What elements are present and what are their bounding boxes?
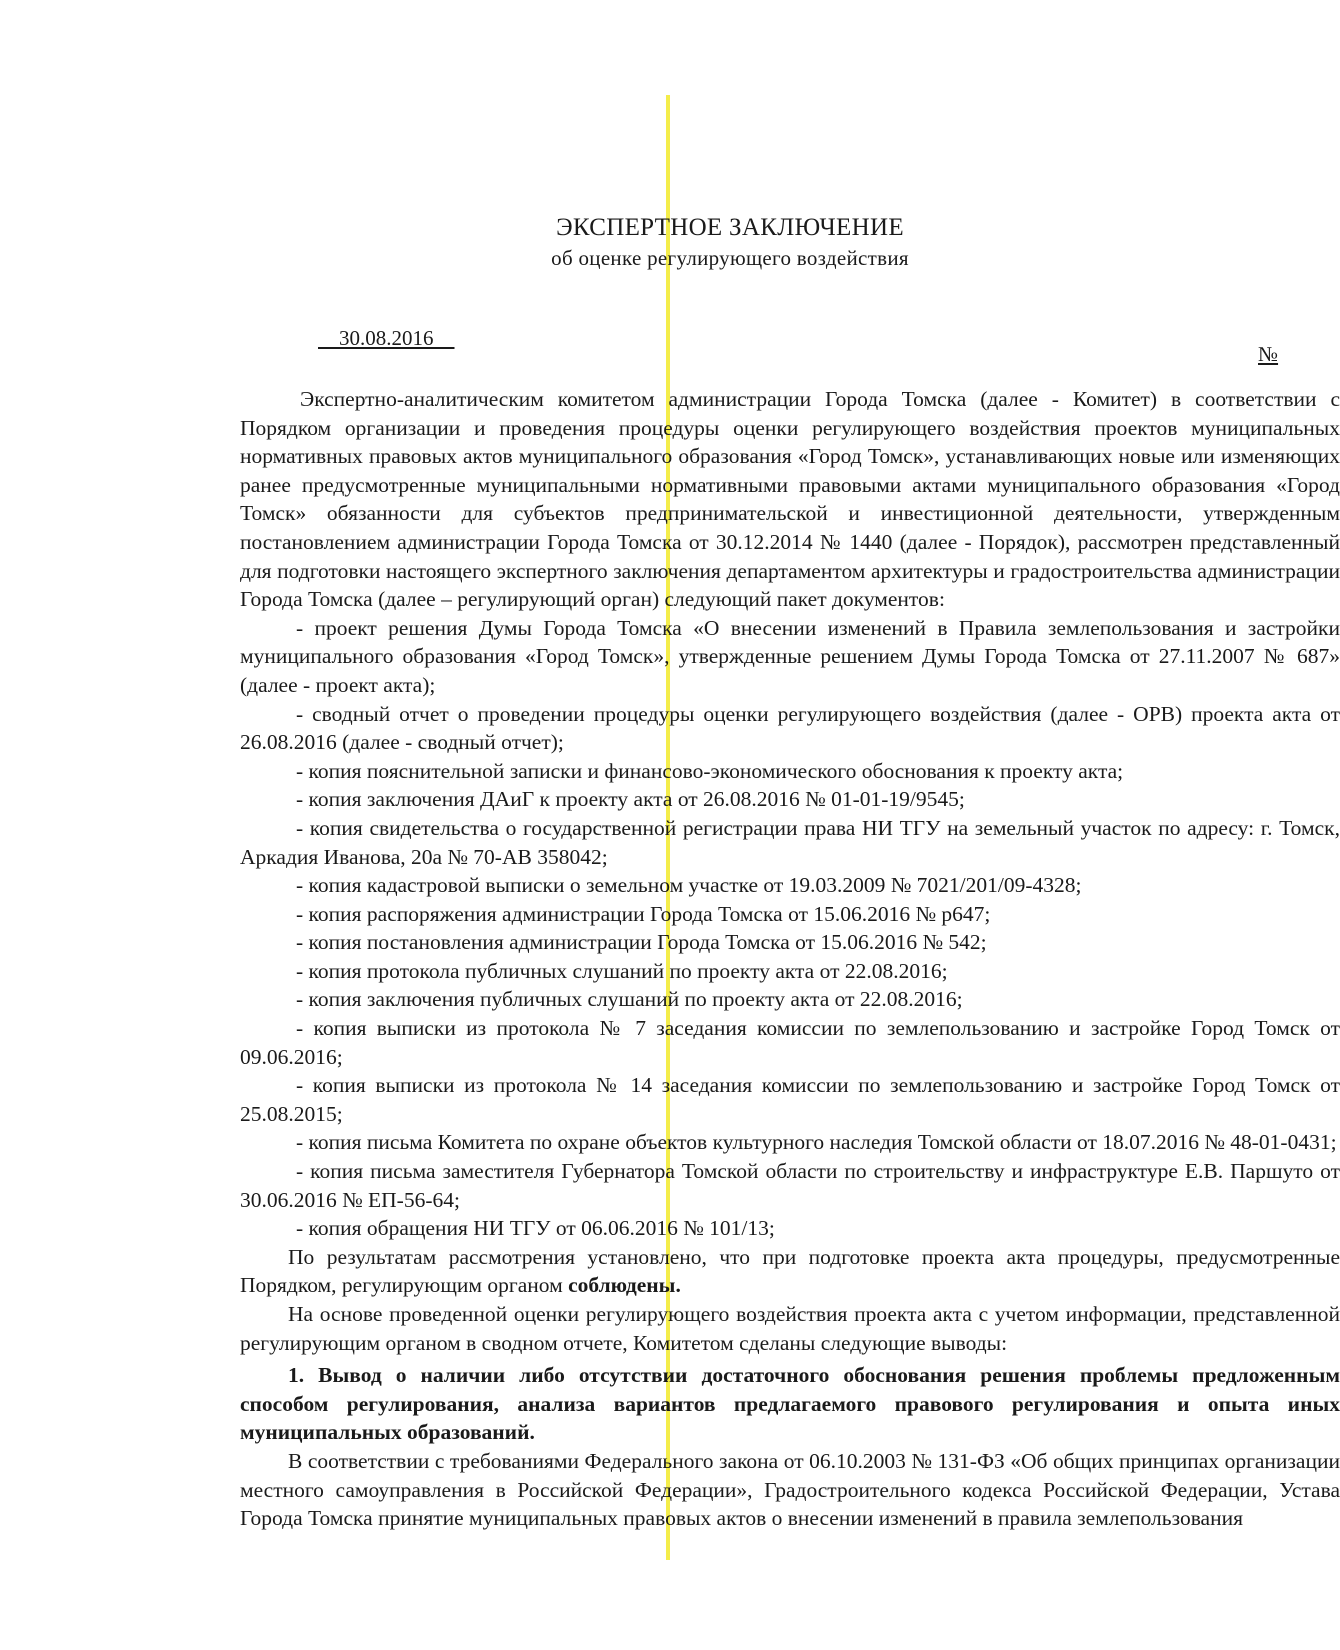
- conclusions-intro: На основе проведенной оценки регулирующего воздействия проекта акта с учетом информации, представленной регулирующим органом в сводном отчете, Комитетом сделаны следующие выводы:: [240, 1302, 1340, 1355]
- result-text: По результатам рассмотрения установлено, что при подготовке проекта акта процедуры, предусмотренные Порядком, регулирующим органом: [240, 1244, 1340, 1298]
- list-item: - копия пояснительной записки и финансово-экономического обоснования к проекту акта;: [296, 758, 1124, 783]
- list-item: - копия обращения НИ ТГУ от 06.06.2016 № 101/13;: [296, 1216, 775, 1241]
- result-bold: соблюдены.: [568, 1273, 681, 1298]
- list-item: - копия протокола публичных слушаний по проекту акта от 22.08.2016;: [296, 958, 948, 983]
- document-body: [240, 385, 1340, 1533]
- list-item: - сводный отчет о проведении процедуры оценки регулирующего воздействия (далее - ОРВ) проекта акта от 26.08.2016 (далее - сводный отчет);: [240, 701, 1340, 755]
- list-item: - копия свидетельства о государственной регистрации права НИ ТГУ на земельный участок по адресу: г. Томск, Аркадия Иванова, 20а № 70-АВ 358042;: [240, 815, 1340, 869]
- document-subtitle: об оценке регулирующего воздействия: [551, 246, 909, 270]
- list-item: - копия выписки из протокола № 14 заседания комиссии по землепользованию и застройке Город Томск от 25.08.2015;: [240, 1073, 1340, 1126]
- list-item: - копия распоряжения администрации Города Томска от 15.06.2016 № р647;: [296, 901, 991, 926]
- list-item: - копия кадастровой выписки о земельном участке от 19.03.2009 № 7021/201/09-4328;: [296, 873, 1082, 898]
- section-1-heading: 1. Вывод о наличии либо отсутствии достаточного обоснования решения проблемы предложенным способом регулирования, анализа вариантов предлагаемого правового регулирования и опыта иных муниципальных образований.: [240, 1363, 1340, 1445]
- list-item: - копия постановления администрации Города Томска от 15.06.2016 № 542;: [296, 930, 987, 955]
- section-1-text: В соответствии с требованиями Федерального закона от 06.10.2003 № 131-ФЗ «Об общих принципах организации местного самоуправления в Российской Федерации», Градостроительного кодекса Российской Федерации, Устава Города Томска принятие муниципальных правовых актов о внесении изменений в правила землепользования: [240, 1448, 1340, 1531]
- result-paragraph: [240, 1243, 1340, 1300]
- list-item: - проект решения Думы Города Томска «О внесении изменений в Правила землепользования и застройки муниципального образования «Город Томск», утвержденные решением Думы Города Томска от 27.11.2007 № 687» (далее - проект акта);: [240, 615, 1340, 697]
- document-number: №: [1258, 342, 1279, 366]
- list-item: - копия письма Комитета по охране объектов культурного наследия Томской области от 18.07.2016 № 48-01-0431;: [296, 1130, 1337, 1155]
- intro-paragraph: Экспертно-аналитическим комитетом администрации Города Томска (далее - Комитет) в соответствии с Порядком организации и проведения процедуры оценки регулирующего воздействия проектов муниципальных нормативных правовых актов муниципального образования «Город Томск», устанавливающих новые или изменяющих ранее предусмотренные муниципальными нормативными правовыми актами муниципального образования «Город Томск» обязанности для субъектов предпринимательской и инвестиционной деятельности, утвержденным постановлением администрации Города Томска от 30.12.2014 № 1440 (далее - Порядок), рассмотрен представленный для подготовки настоящего экспертного заключения департаментом архитектуры и градостроительства администрации Города Томска (далее – регулирующий орган) следующий пакет документов:: [240, 387, 1340, 612]
- list-item: - копия заключения публичных слушаний по проекту акта от 22.08.2016;: [296, 987, 963, 1012]
- document-header: [0, 214, 1275, 271]
- document-title: ЭКСПЕРТНОЕ ЗАКЛЮЧЕНИЕ: [556, 214, 904, 241]
- document-date: 30.08.2016: [339, 326, 434, 350]
- list-item: - копия письма заместителя Губернатора Томской области по строительству и инфраструктуре Е.В. Паршуто от 30.06.2016 № ЕП-56-64;: [240, 1159, 1340, 1212]
- list-item: - копия выписки из протокола № 7 заседания комиссии по землепользованию и застройке Город Томск от 09.06.2016;: [240, 1016, 1340, 1069]
- list-item: - копия заключения ДАиГ к проекту акта от 26.08.2016 № 01-01-19/9545;: [296, 787, 965, 812]
